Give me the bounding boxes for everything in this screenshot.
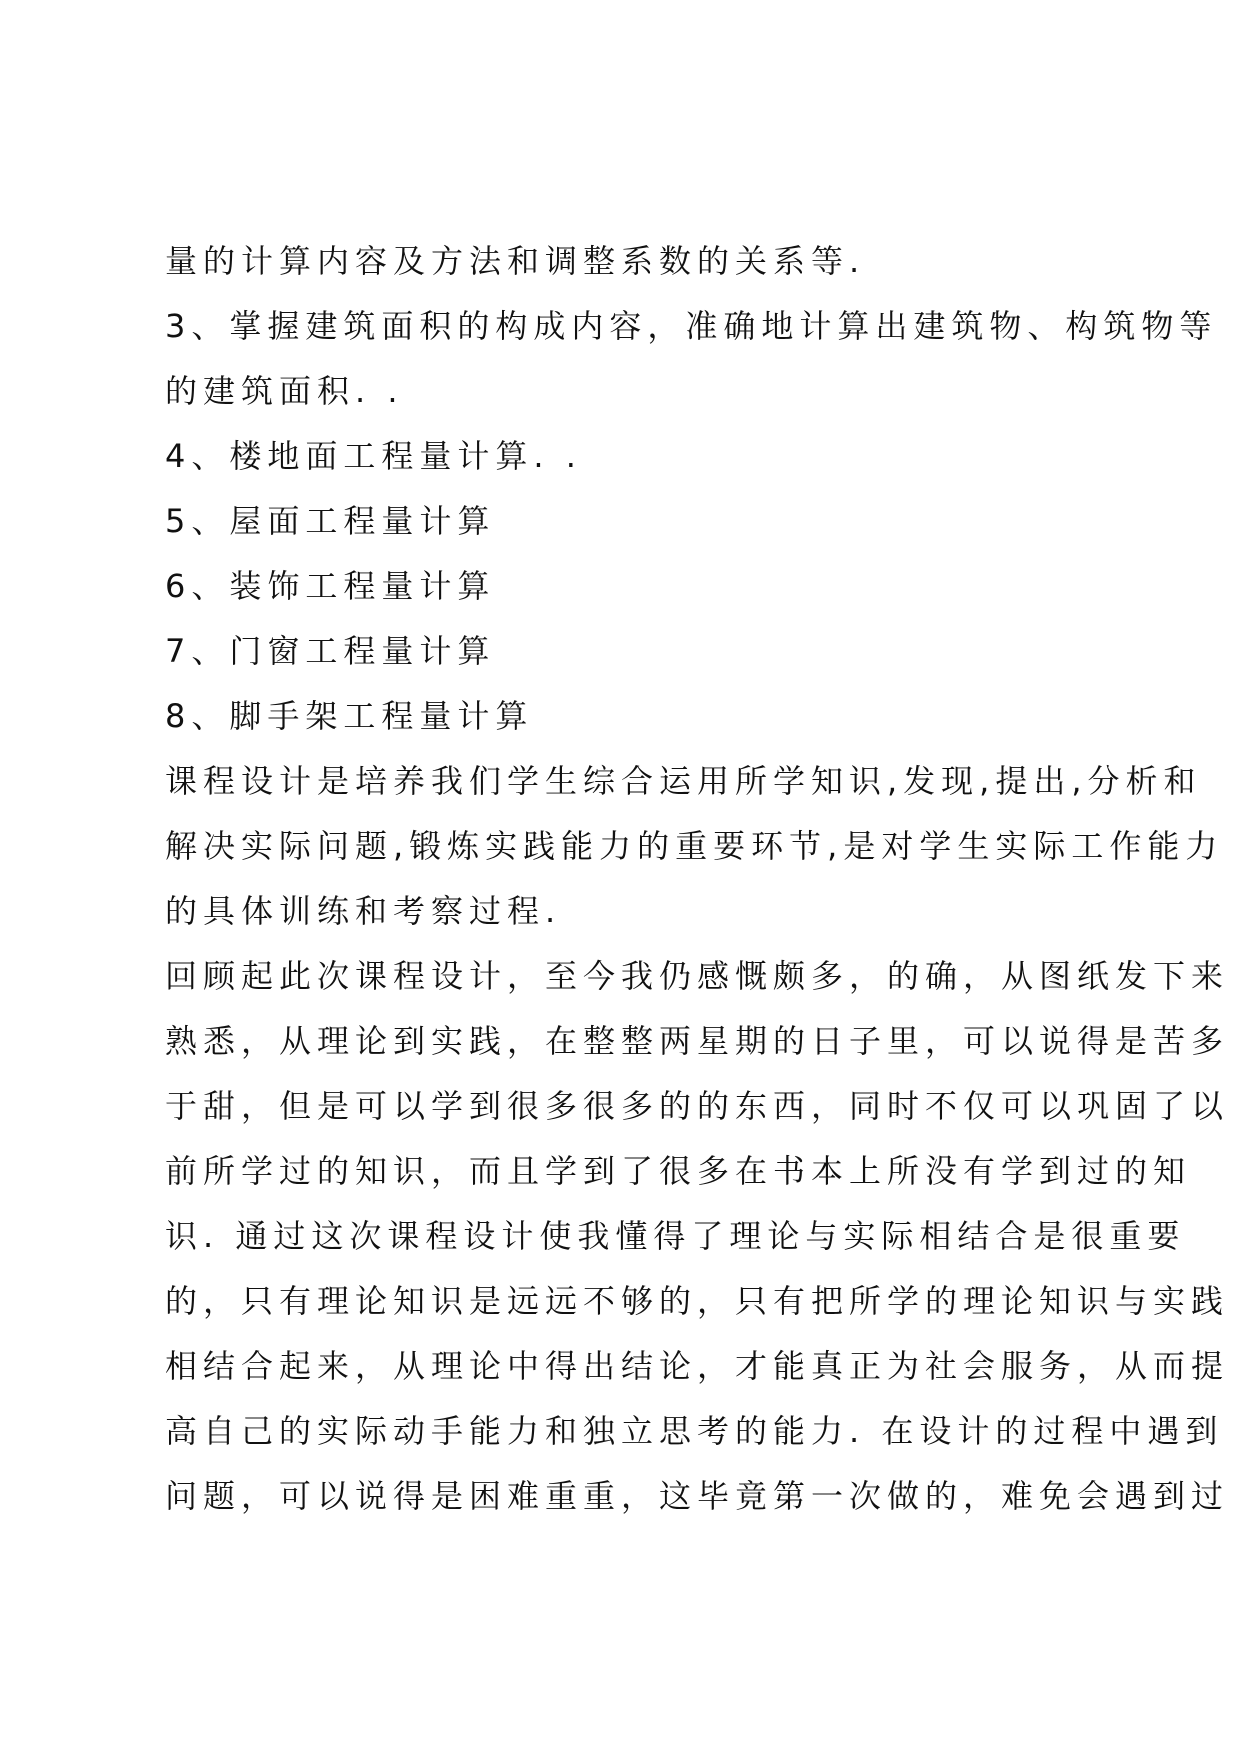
text-line: 课程设计是培养我们学生综合运用所学知识,发现,提出,分析和 <box>165 762 1202 800</box>
text-line: 6、装饰工程量计算 <box>165 567 496 605</box>
text-line: 的具体训练和考察过程. <box>165 892 562 930</box>
text-line: 问题，可以说得是困难重重，这毕竟第一次做的，难免会遇到过 <box>165 1477 1230 1515</box>
text-line: 8、脚手架工程量计算 <box>165 697 534 735</box>
text-line: 回顾起此次课程设计，至今我仍感慨颇多，的确，从图纸发下来 <box>165 957 1230 995</box>
text-line: 前所学过的知识，而且学到了很多在书本上所没有学到过的知 <box>165 1152 1192 1190</box>
text-line: 的，只有理论知识是远远不够的，只有把所学的理论知识与实践 <box>165 1282 1230 1320</box>
text-line: 7、门窗工程量计算 <box>165 632 496 670</box>
text-line: 解决实际问题,锻炼实践能力的重要环节,是对学生实际工作能力 <box>165 827 1224 865</box>
text-line: 于甜，但是可以学到很多很多的的东西，同时不仅可以巩固了以 <box>165 1087 1230 1125</box>
text-line: 相结合起来，从理论中得出结论，才能真正为社会服务，从而提 <box>165 1347 1230 1385</box>
text-line: 的建筑面积. . <box>165 372 404 410</box>
text-line: 3、掌握建筑面积的构成内容，准确地计算出建筑物、构筑物等 <box>165 307 1218 345</box>
text-line: 5、屋面工程量计算 <box>165 502 496 540</box>
text-line: 高自己的实际动手能力和独立思考的能力. 在设计的过程中遇到 <box>165 1412 1224 1450</box>
text-line: 识. 通过这次课程设计使我懂得了理论与实际相结合是很重要 <box>165 1217 1186 1255</box>
document-body <box>165 229 1230 1529</box>
text-line: 4、楼地面工程量计算. . <box>165 437 582 475</box>
text-line: 熟悉，从理论到实践，在整整两星期的日子里，可以说得是苦多 <box>165 1022 1230 1060</box>
text-line: 量的计算内容及方法和调整系数的关系等. <box>165 242 866 280</box>
